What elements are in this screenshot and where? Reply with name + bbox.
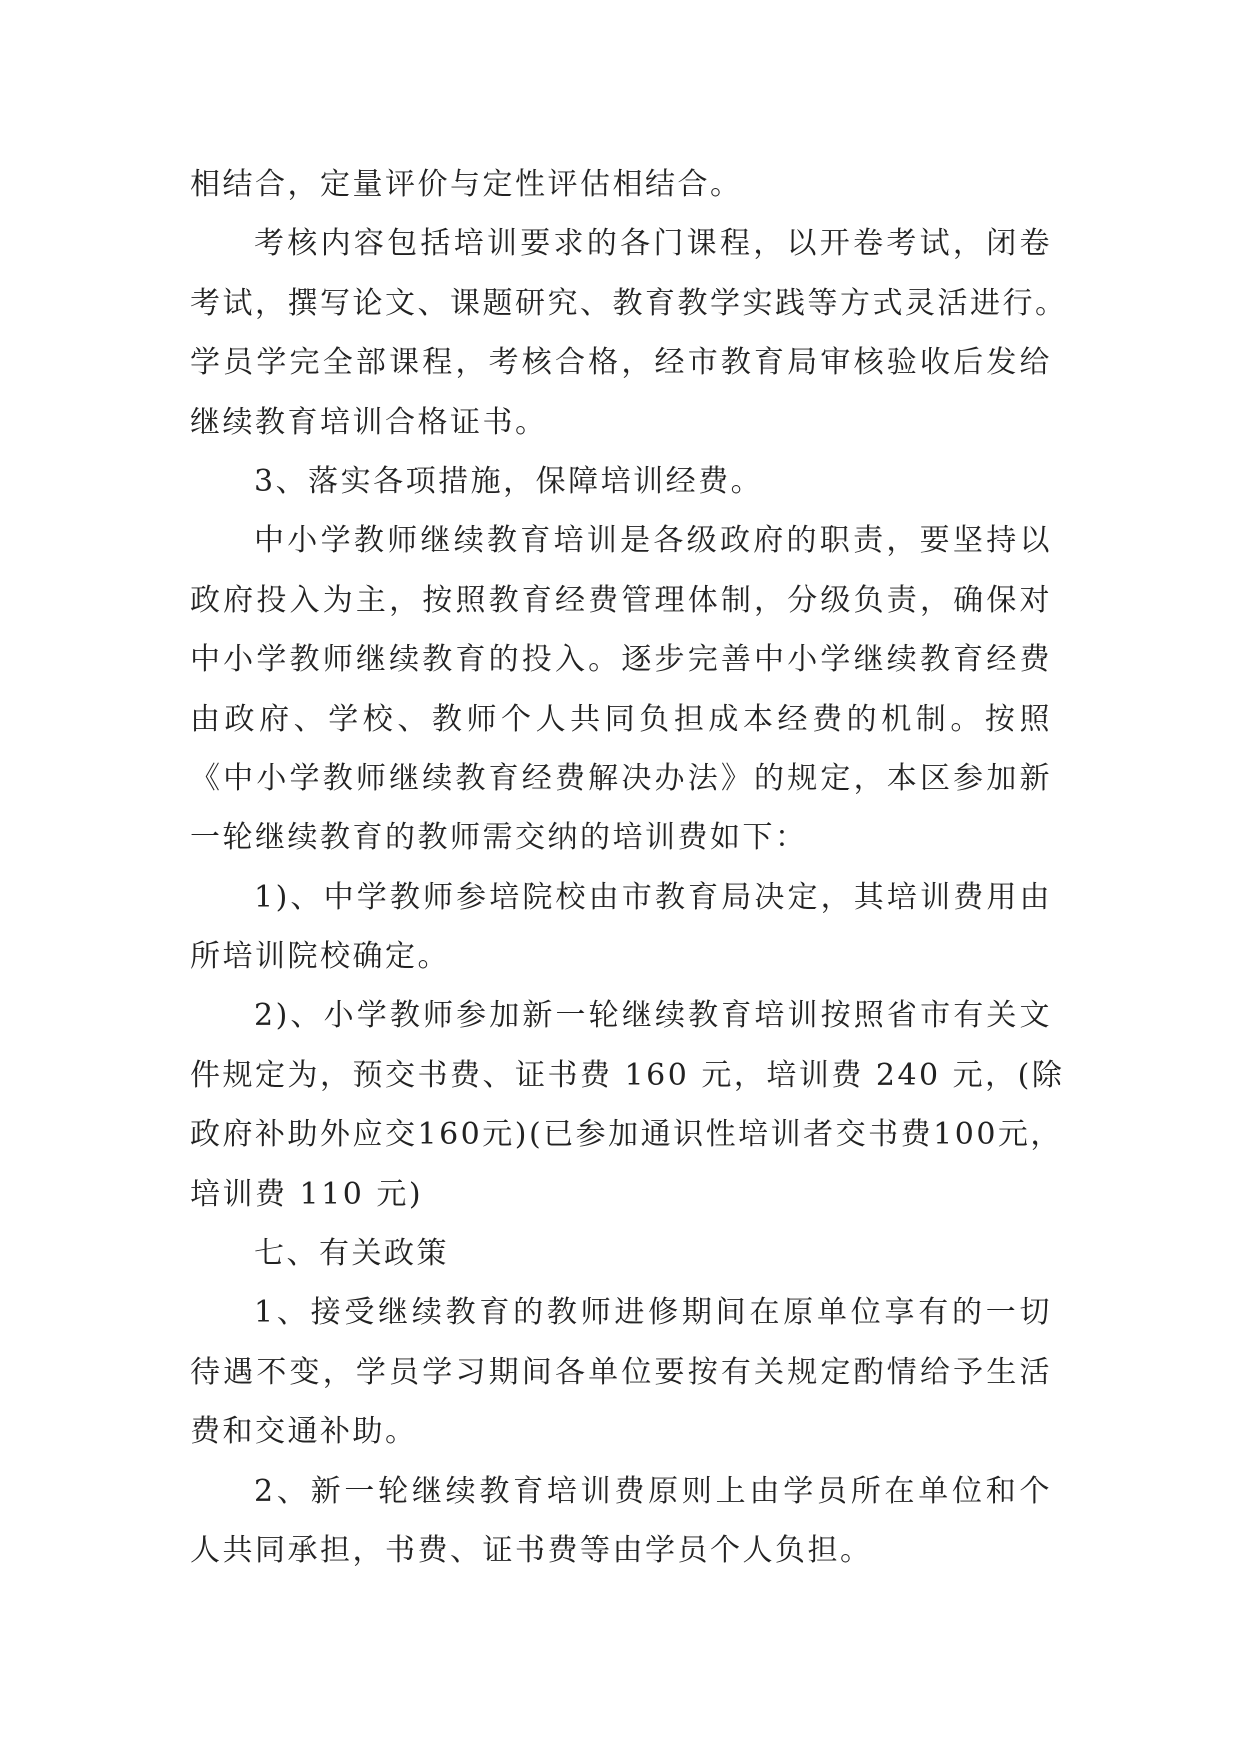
text-line: 政府补助外应交160元)(已参加通识性培训者交书费100元， <box>190 1117 1063 1153</box>
text-line: 考核内容包括培训要求的各门课程，以开卷考试，闭卷 <box>254 226 1052 262</box>
text-line: 中小学教师继续教育的投入。逐步完善中小学继续教育经费 <box>190 642 1052 678</box>
text-line: 2)、小学教师参加新一轮继续教育培训按照省市有关文 <box>254 998 1052 1034</box>
text-line: 费和交通补助。 <box>190 1414 418 1450</box>
text-line: 继续教育培训合格证书。 <box>190 404 548 440</box>
text-line: 待遇不变，学员学习期间各单位要按有关规定酌情给予生活 <box>190 1354 1052 1390</box>
text-line: 考试，撰写论文、课题研究、教育教学实践等方式灵活进行。 <box>190 285 1068 321</box>
text-line: 一轮继续教育的教师需交纳的培训费如下： <box>190 820 808 856</box>
text-line: 由政府、学校、教师个人共同负担成本经费的机制。按照 <box>190 701 1052 737</box>
text-line: 所培训院校确定。 <box>190 939 450 975</box>
text-line: 2、新一轮继续教育培训费原则上由学员所在单位和个 <box>254 1473 1052 1509</box>
text-line: 1、接受继续教育的教师进修期间在原单位享有的一切 <box>254 1295 1052 1331</box>
text-line: 相结合，定量评价与定性评估相结合。 <box>190 167 743 202</box>
text-line: 七、有关政策 <box>254 1236 449 1272</box>
text-line: 《中小学教师继续教育经费解决办法》的规定，本区参加新 <box>190 760 1052 796</box>
text-line: 学员学完全部课程，考核合格，经市教育局审核验收后发给 <box>190 345 1052 381</box>
text-line: 1)、中学教师参培院校由市教育局决定，其培训费用由 <box>254 879 1052 915</box>
text-line: 3、落实各项措施，保障培训经费。 <box>254 463 764 499</box>
text-line: 人共同承担，书费、证书费等由学员个人负担。 <box>190 1532 873 1568</box>
text-line: 培训费 110 元) <box>190 1176 424 1212</box>
document-body <box>190 155 1068 1580</box>
text-line: 中小学教师继续教育培训是各级政府的职责，要坚持以 <box>254 523 1052 559</box>
text-line: 件规定为，预交书费、证书费 160 元，培训费 240 元，(除 <box>190 1057 1065 1093</box>
text-line: 政府投入为主，按照教育经费管理体制，分级负责，确保对 <box>190 582 1052 618</box>
